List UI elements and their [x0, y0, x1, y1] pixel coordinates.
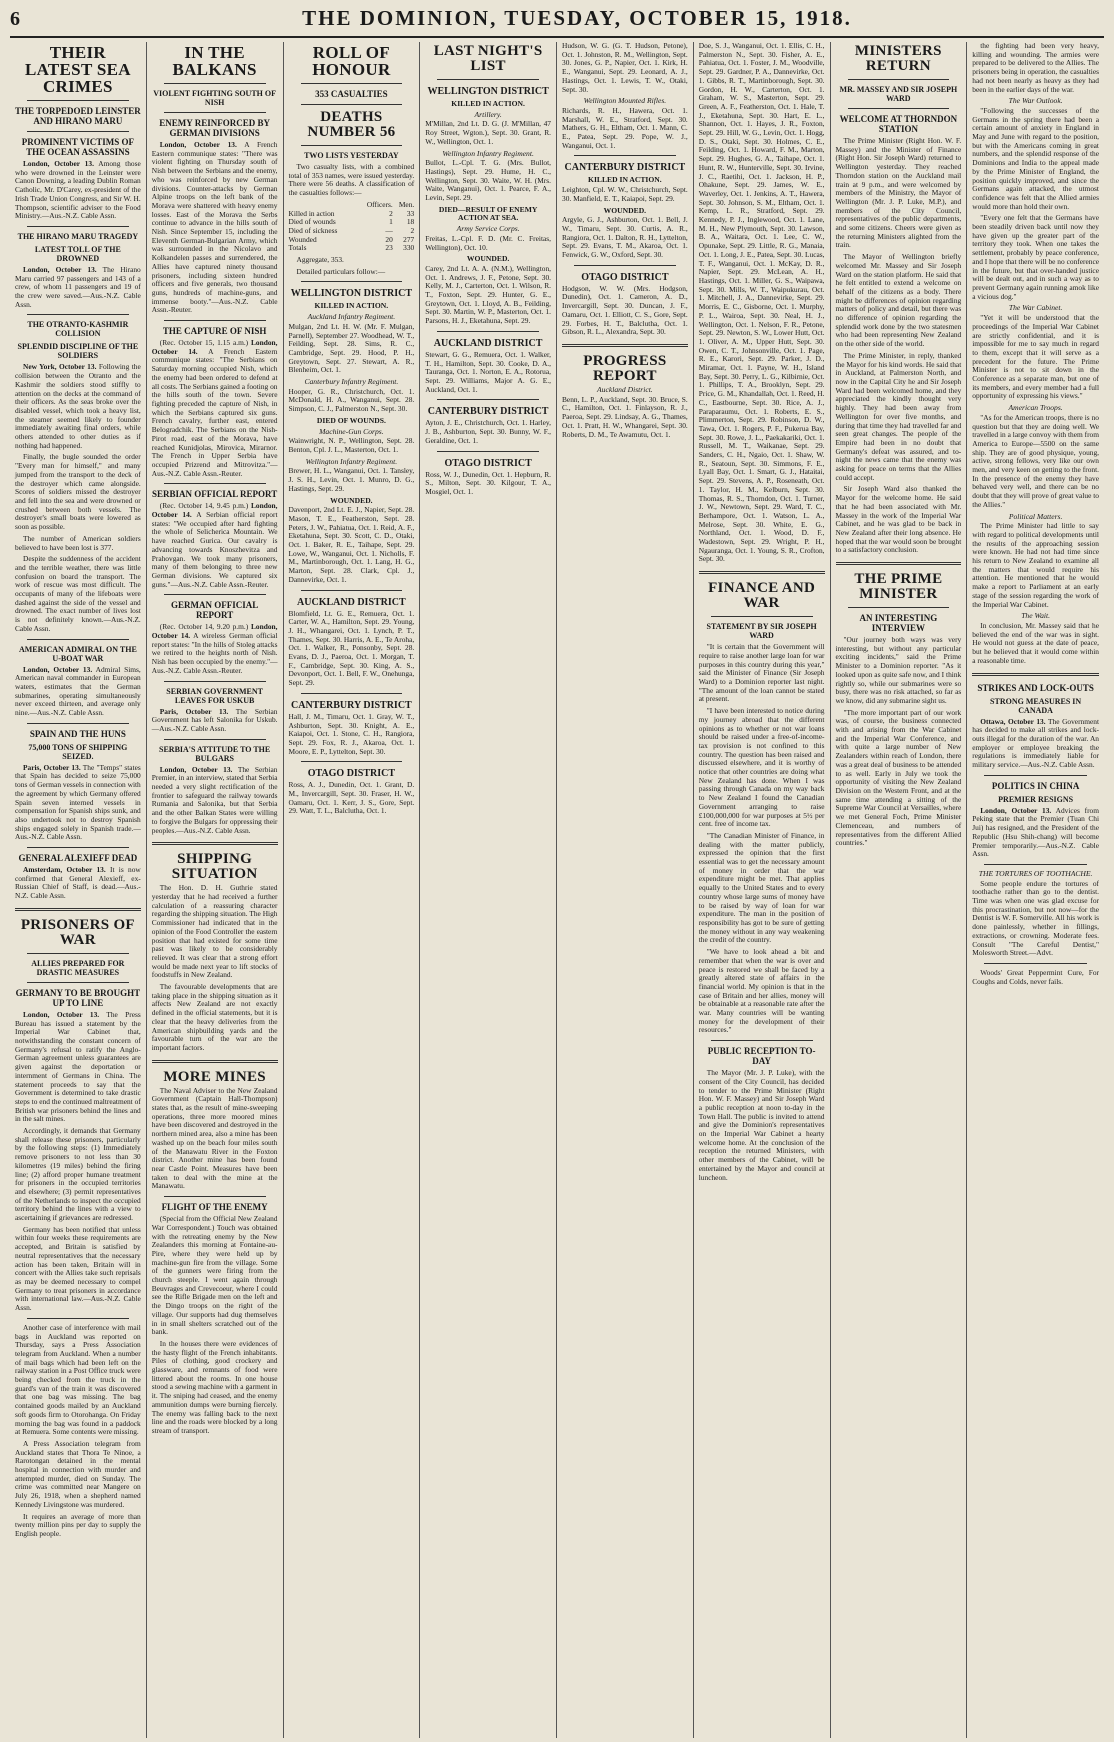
casualty-heading: KILLED IN ACTION.	[314, 301, 389, 311]
casualty-names: Mulgan, 2nd Lt. H. W. (Mr. F. Mulgan, Parnell), September 27. Woodhead, W. T., Feilding, Sept. 28. Sims, R. C., Cambridge, Sept. 29. Hood, P. H., Greytown, Sept. 27. Stewart, A. R., Blenheim, Oct. 1.	[288, 321, 415, 375]
advertisement: Some people endure the tortures of toothache rather than go to the dentist. Time was when one was glad excuse for this procrastination, but not now—for the Dentist is W. F. Somerville. All his work is done painlessly, whether in fillings, extractions, or crowning. Moderate fees. Consult "The Careful Dentist," Molesworth Street.—Advt.	[972, 878, 1099, 958]
subhead: SERBIA'S ATTITUDE TO THE BULGARS	[159, 744, 271, 763]
subhead: AN INTERESTING INTERVIEW	[859, 613, 938, 634]
section-heading: Political Matters.	[1008, 511, 1063, 521]
casualty-names: Hall, J. M., Timaru, Oct. 1. Gray, W. T., Ashburton, Sept. 30. Knight, A. E., Kaiapoi, Oct. 1. Stone, C. H., Rangiora, Sept. 29. Fox, R. J., Akaroa, Oct. 1. Moore, E. P., Lyttelton, Sept. 30.	[288, 711, 415, 756]
article-paragraph: The Mayor of Wellington briefly welcomed Mr. Massey and Sir Joseph Ward on the station platform. He said that he felt entitled to extend a welcome on behalf of the citizens as a body. There might be differences of opinion regarding matters of policy and detail, but there was no difference of opinion regarding the splendid work done by the two statesmen who had been representing New Zealand on the other side of the world.	[835, 252, 962, 349]
subhead: LATEST TOLL OF THE DROWNED	[34, 244, 121, 263]
casualty-names: M'Millan, 2nd Lt. D. G. (J. M'Millan, 47 Roy Street, Wgton.), Sept. 30. Grant, R. W., Wellington, Oct. 1.	[425, 119, 551, 146]
article-paragraph: the fighting had been very heavy, killing and wounding. The armies were prepared to be delivered to the Allies. The prisoners being in operation, the casualties had not been nearly as heavy as they had been in the earlier days of the war.	[972, 42, 1099, 94]
column-8	[967, 42, 1104, 1738]
subhead: ENEMY REINFORCED BY GERMAN DIVISIONS	[159, 118, 270, 138]
headline-roll-of-honour: ROLL OF HONOUR	[312, 43, 391, 79]
district-heading: CANTERBURY DISTRICT	[564, 162, 686, 174]
headline-prisoners-of-war: PRISONERS OF WAR	[20, 916, 135, 948]
table-row: Officers. Men.	[366, 199, 415, 209]
unit-heading: Wellington Mounted Rifles.	[583, 96, 667, 106]
table-row: Died of wounds 1 18	[288, 217, 415, 227]
casualty-heading: DIED OF WOUNDS.	[316, 415, 386, 425]
unit-heading: Auckland District.	[597, 384, 653, 394]
article-paragraph: The favourable developments that are taking place in the shipping situation as it affects New Zealand are not exactly defined in the official statements, but it is clear that the heavy deliveries from the American shipbuilding yards and the favourable turn of the war are the important factors.	[151, 982, 278, 1052]
subhead: SPLENDID DISCIPLINE OF THE SOLDIERS	[17, 342, 139, 361]
unit-heading: Artillery.	[474, 109, 502, 119]
subhead: AMERICAN ADMIRAL ON THE U-BOAT WAR	[18, 644, 137, 663]
article-paragraph: London, October 13. Admiral Sims, American naval commander in European waters, estimates that the German submarines, operating simultaneously never exceed thirteen, and average only nine.—Aus.-N.Z. Cable Assn.	[15, 664, 141, 718]
article-paragraph: Despite the suddenness of the accident and the terrible weather, there was little confusion on board the transport. The work of rescue was most difficult. The occupants of many of the lifeboats were dashed against the side of the vessel and drowned. The exact number of lives lost is not definitely known.—Aus.-N.Z. Cable Assn.	[15, 554, 141, 633]
subhead: STRIKES AND LOCK-OUTS	[977, 682, 1094, 693]
casualty-names: Ross, A. J., Dunedin, Oct. 1. Grant, D. M., Invercargill, Sept. 30. Fraser, H. W., Oamaru, Oct. 1. Kerr, J. S., Gore, Sept. 29. Watt, T. L., Balclutha, Oct. 1.	[288, 780, 415, 816]
columns	[10, 42, 1104, 1738]
unit-heading: Army Service Corps.	[456, 224, 520, 234]
section-heading: American Troops.	[1008, 403, 1063, 413]
district-heading: WELLINGTON DISTRICT	[427, 86, 549, 97]
article-paragraph: Two casualty lists, with a combined total of 353 names, were issued yesterday. There were 56 deaths. A classification of the casualties follows:—	[288, 162, 415, 198]
casualty-heading: WOUNDED.	[603, 205, 647, 215]
district-heading: OTAGO DISTRICT	[581, 271, 669, 283]
headline-shipping: SHIPPING SITUATION	[171, 851, 258, 883]
subhead: SERBIAN GOVERNMENT LEAVES FOR USKUB	[166, 686, 263, 705]
table-row: Totals 23 330	[288, 243, 415, 253]
casualty-names: Carey, 2nd Lt. A. A. (N.M.), Wellington, Oct. 1. Andrews, J. F., Petone, Sept. 30. Kelly, M. J., Carterton, Oct. 1. Wilson, R. T., Foxton, Sept. 29. Hunter, G. E., Greytown, Oct. 1. Lloyd, A. B., Feilding, Sept. 30. Martin, W. P., Masterton, Oct. 1. Parsons, H. J., Eketahuna, Sept. 29.	[425, 263, 551, 326]
headline-progress-report: PROGRESS REPORT	[583, 352, 667, 384]
casualty-names: Argyle, G. J., Ashburton, Oct. 1. Bell, J. W., Timaru, Sept. 30. Curtis, A. R., Rangiora, Oct. 1. Dalton, R. H., Lyttelton, Sept. 29. Evans, T. M., Akaroa, Oct. 1. Fenwick, G. W., Oxford, Sept. 30.	[562, 215, 688, 260]
subhead: GERMANY TO BE BROUGHT UP TO LINE	[15, 987, 141, 1008]
casualty-names: Davenport, 2nd Lt. E. J., Napier, Sept. 28. Mason, T. E., Featherston, Sept. 28. Peters, J. W., Pahiatua, Oct. 1. Reid, A. F., Eketahuna, Sept. 30. Scott, C. D., Otaki, Oct. 1. Baker, R. E., Taihape, Sept. 29. Lowe, W., Wanganui, Oct. 1. Nicholls, F. M., Martinborough, Oct. 1. Lang, H. G., Marton, Sept. 28. Clark, Cpl. J., Dannevirke, Oct. 1.	[288, 505, 415, 584]
article-paragraph: The Mayor (Mr. J. P. Luke), with the consent of the City Council, has decided to tender to the Prime Minister (Right Hon. W. F. Massey) and Sir Joseph Ward a public reception at noon to-day in the Town Hall. The public is invited to attend and give the Dominion's representatives on the Imperial War Cabinet a hearty welcome home. At the conclusion of the reception the returned Ministers, with other members of the Cabinet, will be entertained by the Mayor and council at luncheon.	[698, 1068, 825, 1182]
casualty-heading: WOUNDED.	[466, 254, 510, 264]
table-row: Wounded 20 277	[288, 234, 415, 244]
newspaper-title: THE DOMINION, TUESDAY, OCTOBER 15, 1918.	[302, 6, 852, 30]
article-paragraph: (Rec. October 15, 1.15 a.m.) London, October 14. A French Eastern communique states: "The Serbians on Saturday morning occupied Nish, which the enemy had been ordered to defend at all costs. The Serbians gained a footing on the hills south of the town. Severe fighting preceded the capture of Nish, in which the Serbians captured six guns. French cavalry, further east, entered Belogradchik. The Serbians on the Nish-Pirot road, east of the Morava, have reached Kunidjolas, Mirovica, Mirarnor. The French in Upper Serbia have occupied Prizrend and Mitrovitza."—Aus.-N.Z. Cable Assn.-Reuter.	[151, 338, 278, 478]
district-heading: CANTERBURY DISTRICT	[427, 406, 549, 418]
subhead: PREMIER RESIGNS	[998, 794, 1074, 804]
article-paragraph: Sir Joseph Ward also thanked the Mayor for the welcome home. He said that he had been associated with Mr. Massey in the work of the Imperial War Cabinet, and he was glad to be back in New Zealand after their long absence. He hoped that the war would soon be brought to a satisfactory conclusion.	[835, 484, 962, 555]
subhead: ALLIES PREPARED FOR DRASTIC MEASURES	[31, 958, 125, 977]
unit-heading: Canterbury Infantry Regiment.	[304, 377, 399, 387]
subhead: THE CAPTURE OF NISH	[162, 326, 267, 337]
subhead: FLIGHT OF THE ENEMY	[161, 1202, 268, 1213]
article-paragraph: Amsterdam, October 13. It is now confirmed that General Alexieff, ex-Russian Chief of Staff, is dead.—Aus.-N.Z. Cable Assn.	[15, 865, 141, 901]
column-2	[147, 42, 284, 1738]
unit-heading: Wellington Infantry Regiment.	[305, 456, 398, 466]
subhead: MR. MASSEY AND SIR JOSEPH WARD	[839, 85, 958, 103]
casualty-heading: KILLED IN ACTION.	[451, 99, 525, 108]
article-paragraph: The Prime Minister had little to say with regard to political developments until the results of the approaching session were known. He had not had time since his return to New Zealand to examine all the matters that would require his attention. He mentioned that he would make a report to Parliament at an early stage of the session regarding the work of the Imperial War Cabinet.	[972, 521, 1099, 609]
article-paragraph: A Press Association telegram from Auckland states that Thora Te Ninoe, a Rarotongan detained in the mental hospital in connection with murder and attempted murder, died on Sunday. The crime was committed near Mangere on July 26, 1918, when a shepherd named Kennedy Livingstone was murdered.	[15, 1438, 141, 1509]
headline-finance-and-war: FINANCE AND WAR	[708, 580, 816, 612]
article-paragraph: Detailed particulars follow:—	[296, 266, 386, 276]
subhead: THE TORPEDOED LEINSTER AND HIRANO MARU	[15, 106, 141, 126]
column-4	[420, 42, 557, 1738]
casualty-heading: KILLED IN ACTION.	[588, 175, 662, 185]
article-paragraph: "I have been interested to notice during my journey abroad that the different opinions as to whether or not war loans should be raised under a free-of-income-tax provision is not confined to this country. The question has been raised and discussed elsewhere, and it is worthy of notice that other countries are doing what New Zealand has done. When I was passing through Canada on my way back to New Zealand I found the Canadian Government arranging to raise £100,000,000 for war purposes at 5½ per cent. free of income tax.	[698, 706, 825, 829]
subhead: GENERAL ALEXIEFF DEAD	[18, 853, 138, 864]
subhead: STATEMENT BY SIR JOSEPH WARD	[706, 622, 817, 641]
article-paragraph: London, October 13. The Press Bureau has issued a statement by the Imperial War Cabinet that, notwithstanding the constant concern of Germany's refusal to ratify the Anglo-German agreement unless guarantees are given against the deportation or internment of Germans in China. The statement proceeds to say that the Government is determined to take drastic steps to end the continued maltreatment of British war prisoners behind the lines and in the salt mines.	[15, 1009, 141, 1124]
unit-heading: Wellington Infantry Regiment.	[442, 148, 534, 158]
casualty-table	[289, 201, 415, 253]
article-paragraph: "Our journey both ways was very interesting, but without any particular exciting incidents," said the Prime Minister to a Dominion reporter. "As it looked upon as quite safe now, and I think rightly so, while our submarines were so busy, there was no risk attached, so far as we know, did any submarine sight us.	[835, 635, 962, 705]
casualty-names: Hooper, G. R., Christchurch, Oct. 1. McDonald, H. A., Wanganui, Sept. 28. Simpson, C. J., Palmerston N., Sept. 30.	[288, 386, 415, 414]
column-6	[694, 42, 831, 1738]
article-paragraph: London, October 13. The Serbian Premier, in an interview, stated that Serbia needed a very slight rectification of the frontier to safeguard the railway towards Rumania and Salonika, but that Serbia and the other Balkan States were willing to forgive the Bulgars for oppressing their peoples.—Aus.-N.Z. Cable Assn.	[151, 764, 278, 835]
section-heading: The War Outlook.	[1008, 96, 1063, 106]
column-1	[10, 42, 147, 1738]
headline-prime-minister: THE PRIME MINISTER	[854, 571, 943, 603]
casualty-names: Blomfield, Lt. G. E., Remuera, Oct. 1. Carter, W. A., Hamilton, Sept. 29. Young, J. H., Whangarei, Oct. 1. Lynch, P. T., Thames, Sept. 30. Harris, A. E., Te Aroha, Oct. 1. Walker, R., Ponsonby, Sept. 28. Evans, D. J., Paeroa, Oct. 1. Morgan, T. F., Cambridge, Sept. 30. King, A. S., Devonport, Oct. 1. Bell, F. W., Onehunga, Sept. 29.	[288, 608, 415, 688]
casualty-names: Ross, W. J., Dunedin, Oct. 1. Hepburn, R. S., Milton, Sept. 30. Kilgour, T. A., Mosgiel, Oct. 1.	[425, 469, 551, 496]
table-row: Killed in action 2 33	[288, 208, 415, 218]
article-paragraph: Germany has been notified that unless within four weeks these requirements are accepted, and Britain is satisfied by neutral representatives that the necessary action has been taken, Britain will in concert with the Allies take such reprisals as may be deemed necessary to compel Germany to treat prisoners in accordance with international law.—Aus.-N.Z. Cable Assn.	[15, 1224, 141, 1313]
article-paragraph: (Rec. October 14, 9.20 p.m.) London, October 14. A wireless German official report states: "In the hills of Stoleg attacks we retired to the heights north of Nish. Nish has been occupied by the enemy."—Aus.-N.Z. Cable Assn.-Reuter.	[151, 622, 278, 675]
section-heading: The War Cabinet.	[1008, 303, 1063, 313]
article-paragraph: "Every one felt that the Germans have been steadily driven back until now they have given up the greater part of the territory they took. When one takes the settlement, probably by peace conference, and I hope that there will be no conference in the future, but that over-handed justice will be dealt out, and in such a way as to prevent Germany again running amok like a vicious dog."	[972, 213, 1099, 301]
district-heading: WELLINGTON DISTRICT	[290, 288, 412, 300]
article-paragraph: "As for the American troops, there is no question but that they are doing well. We travelled in a large convoy with them from America to Europe—5500 on the same ship. They are of good physique, young, active, strong fellows, very like our own men, and very keen on getting to the front. In the presence of the enemy they have behaved very well, and there can be no doubt that they will prove of great value to the Allies."	[972, 412, 1099, 509]
column-3	[284, 42, 421, 1738]
subhead: WELCOME AT THORNDON STATION	[839, 114, 958, 134]
article-paragraph: The Prime Minister, in reply, thanked the Mayor for his kind words. He said that in Auckland, at Palmerston North, and now in the Capital City he and Sir Joseph Ward had been welcomed home, and they appreciated the kindly thought very highly. They had been away from Wellington for over five months, and during that time they had travelled far and seen great changes. The people of the Empire had been in no doubt that Germany's defeat was assured, and to-night the news came that the enemy was asking for peace on terms that the Allies could accept.	[835, 350, 962, 482]
article-paragraph: The Naval Adviser to the New Zealand Government (Captain Hall-Thompson) states that, as the result of mine-sweeping operations, three more moored mines have been discovered and destroyed in the northern mined area, also a mine has been washed up on the beach four miles south of the Manawatu River in the Foxton district. Another mine has been found near Castle Point. Measures have been taken to deal with the mine at the Manawatu.	[151, 1085, 278, 1191]
subhead: PUBLIC RECEPTION TO-DAY	[707, 1046, 816, 1067]
casualty-heading: DIED—RESULT OF ENEMY ACTION AT SEA.	[438, 204, 538, 223]
article-paragraph: In the houses there were evidences of the hasty flight of the French inhabitants. Piles of clothing, good crockery and glassware, and remnants of food were littered about the rooms. In one house stood a sewing machine with a garment in it. The sniping had ceased, and the enemy ammunition dumps were burning fiercely. The enemy was falling back to the next line and the roads were blocked by a long stream of transport.	[151, 1338, 278, 1435]
column-7	[831, 42, 968, 1738]
subhead: TWO LISTS YESTERDAY	[304, 151, 399, 160]
article-paragraph: "Following the successes of the Germans in the spring there had been a certain amount of anxiety in England in May and June with regard to the position, but with the Americans coming in great numbers, and the splendid response of the Dominions and India to the appeal made by the Prime Minister of England, the position quickly improved, and since the Germans again attacked, the utmost confidence was felt that the Allied armies would more than hold their own.	[972, 105, 1099, 211]
article-paragraph: The number of American soldiers believed to have been lost is 377.	[15, 533, 141, 552]
casualty-names: Hodgson, W. W. (Mrs. Hodgson, Dunedin), Oct. 1. Cameron, A. D., Invercargill, Sept. 30. Duncan, J. F., Oamaru, Oct. 1. Elliott, C. S., Gore, Sept. 29. Forbes, H. T., Balclutha, Oct. 1. Gibson, R. L., Alexandra, Sept. 30.	[562, 283, 688, 337]
article-paragraph: "The Canadian Minister of Finance, in dealing with the matter publicly, expressed the opinion that the first essential was to get the necessary amount of money in order that the war expenditure might be met. That applies equally to the United States and to every country whose large sums of money have to be raised by way of loan for war expenditure. The man in the position of responsibility has got to be sure of getting the money without in any way weakening the credit of the country.	[698, 830, 825, 945]
masthead	[10, 6, 1104, 38]
subhead: GERMAN OFFICIAL REPORT	[171, 600, 259, 621]
subhead: SPAIN AND THE HUNS	[29, 728, 126, 739]
headline-last-nights-list: LAST NIGHT'S LIST	[433, 43, 543, 74]
table-row: Died of sickness — 2	[288, 225, 415, 235]
article-paragraph: New York, October 13. Following the collision between the Otranto and the Kashmir the soldiers stood stiffly to attention on the decks at the command of their officers. As the seas broke over the disabled vessel, which took a heavy list, the steamer seemed likely to founder immediately awaiting final orders, while others attended to other duties as if nothing had happened.	[15, 362, 141, 450]
article-paragraph: "We have to look ahead a bit and remember that when the war is over and peace is restored we shall be faced by a greatly altered state of affairs in the financial world. My opinion is that in the case of Britain and her allies, money will be obtainable at a reasonable rate after the war. Many countries will be wanting money for the development of their resources."	[698, 947, 825, 1035]
article-paragraph: (Rec. October 14, 9.45 p.m.) London, October 14. A Serbian official report states: "We occupied after hard fighting the whole of Selicherica Mountain. We have reached Gurica. Our cavalry is advancing towards Knoszhevitza and Prahovgan. We took many prisoners, many of them belonging to three new German divisions. We captured six guns."—Aus.-N.Z. Cable Assn.-Reuter.	[151, 501, 278, 589]
district-heading: AUCKLAND DISTRICT	[297, 596, 406, 608]
subhead: POLITICS IN CHINA	[991, 780, 1080, 791]
advertisement: Woods' Great Peppermint Cure, For Coughs and Colds, never fails.	[972, 967, 1099, 986]
casualty-names: Brewer, H. L., Wanganui, Oct. 1. Tansley, J. S. H., Levin, Oct. 1. Munro, D. G., Hastings, Sept. 29.	[288, 466, 415, 493]
casualty-names: Richards, R. H., Hawera, Oct. 1. Marshall, W. E., Stratford, Sept. 30. Mathers, G. H., Eltham, Oct. 1. Mann, C. E., Patea, Sept. 29. Pope, W. J., Wanganui, Oct. 1.	[562, 105, 688, 150]
casualty-names: Freitas, L.-Cpl. F. D. (Mr. C. Freitas, Wellington), Oct. 10.	[425, 233, 551, 252]
article-paragraph: "Yet it will be understood that the proceedings of the Imperial War Cabinet are strictly confidential, and it is impossible for me to say much in regard to them, except that it will serve as a precedent for the future. The Prime Minister is not to sit down in the Conference as a separate man, but one of its members, and every member had a full opportunity of expressing his views."	[972, 313, 1099, 401]
subhead: VIOLENT FIGHTING SOUTH OF NISH	[153, 89, 276, 107]
headline-ministers-return: MINISTERS RETURN	[854, 43, 942, 74]
unit-heading: Machine-Gun Corps.	[319, 426, 384, 436]
casualty-names: Stewart, G. G., Remuera, Oct. 1. Walker, T. H., Hamilton, Sept. 30. Cooke, D. A., Tauranga, Oct. 1. Norton, E. A., Rotorua, Sept. 29. Williams, Major A. G. E., Auckland, Oct. 1.	[425, 349, 551, 394]
article-paragraph: It requires an average of more than twenty million pins per day to supply the English people.	[15, 1511, 141, 1538]
page-number: 6	[10, 8, 20, 30]
district-heading: AUCKLAND DISTRICT	[433, 337, 543, 349]
article-paragraph: London, October 13. Advices from Peking state that the Premier (Tuan Chi Jui) has resigned, and the President of the Republic (Hsu Shih-chang) will become Premier temporarily.—Aus.-N.Z. Cable Assn.	[972, 805, 1099, 859]
article-paragraph: Ottawa, October 13. The Government has decided to make all strikes and lock-outs illegal for the duration of the war. An employer or employee breaking the regulations is immediately liable for military service.—Aus.-N.Z. Cable Assn.	[972, 716, 1100, 770]
casualty-names: Hudson, W. G. (G. T. Hudson, Petone), Oct. 1. Johnston, R. M., Wellington, Sept. 30. Jones, G. P., Napier, Oct. 1. Kirk, H. E., Wanganui, Sept. 29. Leonard, A. J., Hastings, Oct. 1. Lewis, T. W., Otaki, Sept. 30.	[562, 42, 688, 94]
casualty-names: Ayton, J. E., Christchurch, Oct. 1. Harley, J. B., Ashburton, Sept. 30. Bunny, W. F., Geraldine, Oct. 1.	[425, 418, 551, 445]
district-heading: CANTERBURY DISTRICT	[291, 699, 412, 711]
article-paragraph: Another case of interference with mail bags in Auckland was reported on Thursday, says a Press Association telegram from Auckland. When a number of mail bags which had been left on the railway station in a Post Office truck were being checked from the truck in the guard's van of the train it was discovered that one bag was missing. The bag contained goods mailed by an Auckland soft goods firm to Otorohanga. On Friday morning the bag was found in a paddock at Remuera. Some contents were missing.	[15, 1322, 141, 1437]
article-paragraph: In conclusion, Mr. Massey said that he believed the end of the war was in sight. He would not guess at the date of peace, but he believed that it would come within a reasonable time.	[972, 621, 1099, 665]
article-paragraph: "The more important part of our work was, of course, the business connected with and arising from the War Cabinet and the Imperial War Conference, and with quite a large number of New Zealanders within reach of London, there was a great deal of business to be attended to as well. Early in July we took the opportunity of visiting the New Zealand Division on the Western Front, and at the same time attending a sitting of the Supreme War Council at Versailles, where we met General Foch, Prime Minister Clemenceau, and numbers of representatives from the different Allied countries."	[835, 707, 962, 848]
headline-balkans: IN THE BALKANS	[172, 43, 257, 79]
casualty-names: Bullot, L.-Cpl. T. G. (Mrs. Bullot, Hastings), Sept. 29. Hume, H. C., Wellington, Sept. 30. Waite, W. H. (Mrs. Waite, Wanganui), Oct. 1. Pearce, F. A., Levin, Sept. 29.	[425, 158, 551, 203]
article-paragraph: London, October 13. A French Eastern communique states: "There was violent fighting on Thursday south of Nish between the Serbians and the enemy, who was reinforced by new German divisions. Counter-attacks by German Alpine troops on the left bank of the Morava were shattered with heavy enemy losses. East of the Morava the Serbs continue to advance in the hills south of Nish. Since September 15, including the Eleventh German-Bulgarian Army, which was surrounded in the Nicolavo and Kolkandelen passes and surrendered, the Allies have captured ninety thousand prisoners, including sixteen hundred officers and five generals, two thousand guns, hundreds of machine-guns, and immense booty."—Aus.-N.Z. Cable Assn.-Reuter.	[151, 140, 278, 315]
subhead: STRONG MEASURES IN CANADA	[990, 696, 1082, 715]
subhead: THE HIRANO MARU TRAGEDY	[17, 231, 139, 241]
subhead: PROMINENT VICTIMS OF THE OCEAN ASSASSINS	[21, 137, 134, 157]
article-paragraph: London, October 13. The Hirano Maru carried 97 passengers and 143 of a crew, of whom 11 passengers and 19 of the crew were saved.—Aus.-N.Z. Cable Assn.	[15, 264, 141, 309]
subhead: THE OTRANTO-KASHMIR COLLISION	[27, 320, 129, 339]
section-heading: THE TORTURES OF TOOTHACHE.	[978, 868, 1093, 878]
casualty-names: Benn, L. P., Auckland, Sept. 30. Bruce, S. C., Hamilton, Oct. 1. Finlayson, R. J., Paeroa, Sept. 29. Lindsay, A. G., Thames, Oct. 1. Pratt, H. W., Whangarei, Sept. 30. Roberts, D. M., Te Awamutu, Oct. 1.	[562, 394, 688, 439]
article-paragraph: Accordingly, it demands that Germany shall release these prisoners, particularly by the following steps: (1) Immediately remove prisoners to not less than 30 kilometres (19 miles) behind the firing line; (2) afford proper humane treatment for prisoners in the occupied territories and elsewhere; (3) permit representatives of the Netherlands to inspect the occupied territory behind the lines with a view to ascertaining if grievances are redressed.	[15, 1126, 141, 1223]
article-paragraph: London, October 13. Among those who were drowned in the Leinster were Canon Downing, a leading Dublin Roman Catholic, Mr. D'Carey, ex-president of the Irish Trade Union Congress, and Sir W. H. Thompson, scientific adviser to the Food Ministry.—Aus.-N.Z. Cable Assn.	[15, 159, 141, 221]
casualty-names: Doe, S. J., Wanganui, Oct. 1. Ellis, C. H., Palmerston N., Sept. 30. Fisher, A. E., Pahiatua, Oct. 1. Foster, J. M., Woodville, Sept. 29. Gardner, P. A., Dannevirke, Oct. 1. Gibbs, R. T., Martinborough, Sept. 30. Gordon, H. W., Carterton, Oct. 1. Graham, W. S., Masterton, Sept. 29. Green, A. F., Featherston, Oct. 1. Hale, T. J., Eketahuna, Sept. 30. Hart, E. L., Shannon, Oct. 1. Hayes, J. R., Foxton, Sept. 29. Hill, W. G., Levin, Oct. 1. Hogg, D. S., Otaki, Sept. 30. Holmes, C. E., Feilding, Oct. 1. Howard, F. M., Marton, Sept. 29. Hughes, G. A., Taihape, Oct. 1. Hunt, R. W., Hunterville, Sept. 30. Irvine, J. C., Raetihi, Oct. 1. Jackson, H. P., Ohakune, Sept. 29. James, W. E., Waverley, Oct. 1. Jenkins, A. T., Hawera, Sept. 30. Johnson, S. M., Eltham, Oct. 1. Kemp, L. R., Stratford, Sept. 29. Kennedy, P. J., Inglewood, Oct. 1. Lane, M. H., New Plymouth, Sept. 30. Lawson, B. A., Waitara, Oct. 1. Lee, C. W., Opunake, Sept. 29. Little, R. G., Manaia, Oct. 1. Long, J. E., Patea, Sept. 30. Lucas, T. F., Wanganui, Oct. 1. McKay, D. R., Napier, Sept. 29. McLean, A. H., Hastings, Oct. 1. Miller, G. S., Waipawa, Sept. 30. Mills, W. T., Waipukurau, Oct. 1. Mitchell, J. A., Dannevirke, Sept. 29. Morris, E. C., Gisborne, Oct. 1. Murphy, P. L., Wairoa, Sept. 30. Neal, H. J., Wellington, Oct. 1. Nelson, F. R., Petone, Sept. 29. Newton, S. W., Lower Hutt, Oct. 1. Oliver, A. M., Upper Hutt, Sept. 30. Owen, C. T., Johnsonville, Oct. 1. Page, R. E., Karori, Sept. 29. Parker, J. D., Miramar, Oct. 1. Payne, W. H., Island Bay, Sept. 30. Perry, L. G., Kilbirnie, Oct. 1. Phillips, T. A., Brooklyn, Sept. 29. Price, G. M., Khandallah, Oct. 1. Reed, H. C., Eastbourne, Sept. 30. Rice, A. J., Paraparaumu, Oct. 1. Roberts, E. S., Plimmerton, Sept. 29. Robinson, D. W., Tawa, Oct. 1. Rogers, P. F., Pukerua Bay, Sept. 30. Rowe, J. L., Paekakariki, Oct. 1. Russell, M. T., Waikanae, Sept. 29. Sanders, C. H., Ngaio, Oct. 1. Shaw, W. R., Seatoun, Sept. 30. Simmons, F. E., Lyall Bay, Oct. 1. Smart, G. J., Hataitai, Sept. 29. Stevens, A. P., Roseneath, Oct. 1. Taylor, H. M., Kelburn, Sept. 30. Thomas, R. S., Thorndon, Oct. 1. Turner, J. W., Newtown, Sept. 29. Ward, T. C., Berhampore, Oct. 1. Watson, L. A., Melrose, Sept. 30. White, E. G., Northland, Oct. 1. Wood, D. F., Wadestown, Sept. 29. Wright, P. H., Ngauranga, Oct. 1. Young, S. R., Crofton, Sept. 30.	[698, 42, 825, 564]
article-paragraph: "It is certain that the Government will require to raise another large loan for war purposes in this country during this year," said the Minister of Finance (Sir Joseph Ward) to a Dominion reporter last night. "The amount of the loan cannot be stated at present.	[698, 642, 825, 704]
subhead: SERBIAN OFFICIAL REPORT	[152, 489, 278, 500]
subhead: 353 CASUALTIES	[315, 89, 388, 99]
section-heading: The Wait.	[1021, 611, 1051, 621]
casualty-names: Leighton, Cpl. W. W., Christchurch, Sept. 30. Manfield, E. T., Kaiapoi, Sept. 29.	[562, 185, 688, 203]
headline-deaths: DEATHS NUMBER 56	[307, 109, 396, 140]
article-paragraph: The Hon. D. H. Guthrie stated yesterday that he had received a further calculation of a reassuring character regarding the shipping situation. The High Commissioner had indicated that in the opinion of the Food Controller the eastern position that had existed for some time past was likely to be considerably relieved. It was clear that a strong effort would be made next year to lift stocks of foodstuffs in New Zealand.	[151, 883, 278, 980]
article-paragraph: Aggregate, 353.	[296, 255, 344, 265]
article-paragraph: Paris, October 13. The Serbian Government has left Salonika for Uskub.—Aus.-N.Z. Cable Assn.	[151, 706, 278, 733]
article-paragraph: The Prime Minister (Right Hon. W. F. Massey) and the Minister of Finance (Right Hon. Sir Joseph Ward) returned to Wellington yesterday. They reached Thorndon station on the Auckland mail train at 9 p.m., and were welcomed by members of the Ministry, the Mayor of Wellington (Mr. J. P. Luke, M.P.), and members of the City Council, representatives of the public departments, and some citizens. Cheers were given as the returning Ministers alighted from the train.	[835, 136, 962, 250]
district-heading: OTAGO DISTRICT	[307, 768, 396, 780]
headline-more-mines: MORE MINES	[163, 1068, 266, 1085]
article-paragraph: Finally, the bugle sounded the order "Every man for himself," and many jumped from the transport to the deck of the destroyer which came alongside. Scores of soldiers missed the destroyer and fell into the sea and were drowned or crushed between both vessels. The destroyer's small boats were lowered as soon as possible.	[15, 452, 141, 532]
column-5	[557, 42, 694, 1738]
subhead: 75,000 TONS OF SHIPPING SEIZED.	[28, 742, 128, 761]
district-heading: OTAGO DISTRICT	[444, 457, 532, 469]
unit-heading: Auckland Infantry Regiment.	[307, 312, 396, 322]
casualty-names: Wainwright, N. P., Wellington, Sept. 28. Benton, Cpl. J. L., Masterton, Oct. 1.	[288, 436, 415, 454]
casualty-heading: WOUNDED.	[330, 495, 373, 505]
article-paragraph: (Special from the Official New Zealand War Correspondent.) Touch was obtained with the retreating enemy by the New Zealanders this morning at Fontaine-au-Pire, where they were held up by machine-gun fire from the village. Some of the gunners were firing from the church steeple. I went again through Beuvrages and Crevecoeur, where I could see the Rifle Brigade men on the left and the Dingo troops on the right of the village. Our supports had dug themselves in in small shelters scratched out of the bank.	[151, 1214, 278, 1337]
article-paragraph: Paris, October 13. The "Temps" states that Spain has decided to seize 75,000 tons of German vessels in connection with the agreement by which Germany offered Spain seven interned vessels in compensation for Spanish ships sunk, and also undertook not to destroy Spanish ships engaged solely in Spanish trade.—Aus.-N.Z. Cable Assn.	[15, 762, 141, 842]
headline-sea-crimes: THEIR LATEST SEA CRIMES	[24, 43, 131, 96]
